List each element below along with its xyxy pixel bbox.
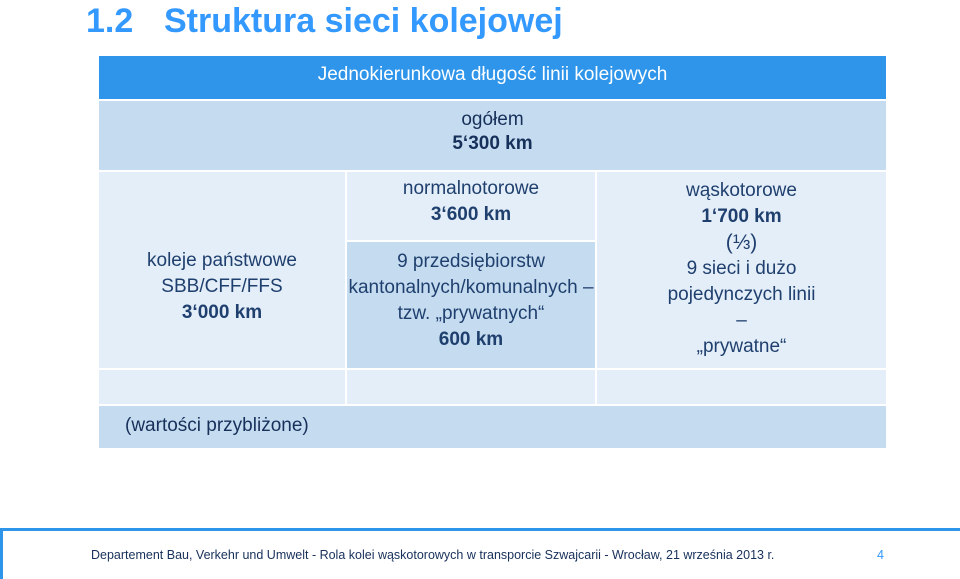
- narrow-line-3: –: [736, 310, 747, 331]
- narrow-line-2: pojedynczych linii: [667, 284, 816, 305]
- state-label-2: SBB/CFF/FFS: [161, 276, 283, 297]
- slide-title: [86, 2, 563, 41]
- private-line-1: 9 przedsiębiorstw: [397, 251, 545, 272]
- total-value: 5‘300 km: [452, 133, 533, 154]
- private-line-3: tzw. „prywatnych“: [397, 303, 545, 324]
- narrow-line-4: „prywatne“: [696, 336, 787, 357]
- narrow-gauge-cell: [597, 172, 886, 368]
- empty-cell: [99, 370, 345, 404]
- narrow-gauge-value: 1‘700 km: [701, 206, 782, 227]
- footer: [0, 528, 960, 579]
- table-header: Jednokierunkowa długość linii kolejowych: [99, 56, 886, 99]
- private-value: 600 km: [438, 329, 504, 350]
- normal-gauge-value: 3‘600 km: [430, 204, 512, 225]
- state-railways-cell: [99, 172, 345, 368]
- empty-cell: [347, 370, 595, 404]
- empty-cell: [597, 370, 886, 404]
- total-label: ogółem: [461, 109, 524, 130]
- slide-number: 1.2: [86, 2, 134, 40]
- slide-title-text: Struktura sieci kolejowej: [164, 2, 563, 40]
- footer-text: Departement Bau, Verkehr und Umwelt - Rola kolei wąskotorowych w transporcie Szwajcarii - Wrocław, 21 września 2013 r.: [91, 548, 775, 562]
- normal-gauge-cell: [347, 172, 595, 240]
- narrow-gauge-fraction: (⅓): [725, 231, 758, 254]
- private-line-2: kantonalnych/komunalnych –: [348, 277, 594, 298]
- total-cell: [99, 101, 886, 170]
- state-value: 3‘000 km: [181, 302, 263, 323]
- approximate-note: (wartości przybliżone): [99, 406, 886, 448]
- narrow-line-1: 9 sieci i dużo: [686, 258, 797, 279]
- private-railways-cell: [347, 242, 595, 368]
- state-label-1: koleje państwowe: [147, 250, 297, 271]
- normal-gauge-label: normalnotorowe: [402, 178, 540, 199]
- narrow-gauge-label: wąskotorowe: [686, 180, 797, 201]
- page-number: 4: [877, 548, 884, 562]
